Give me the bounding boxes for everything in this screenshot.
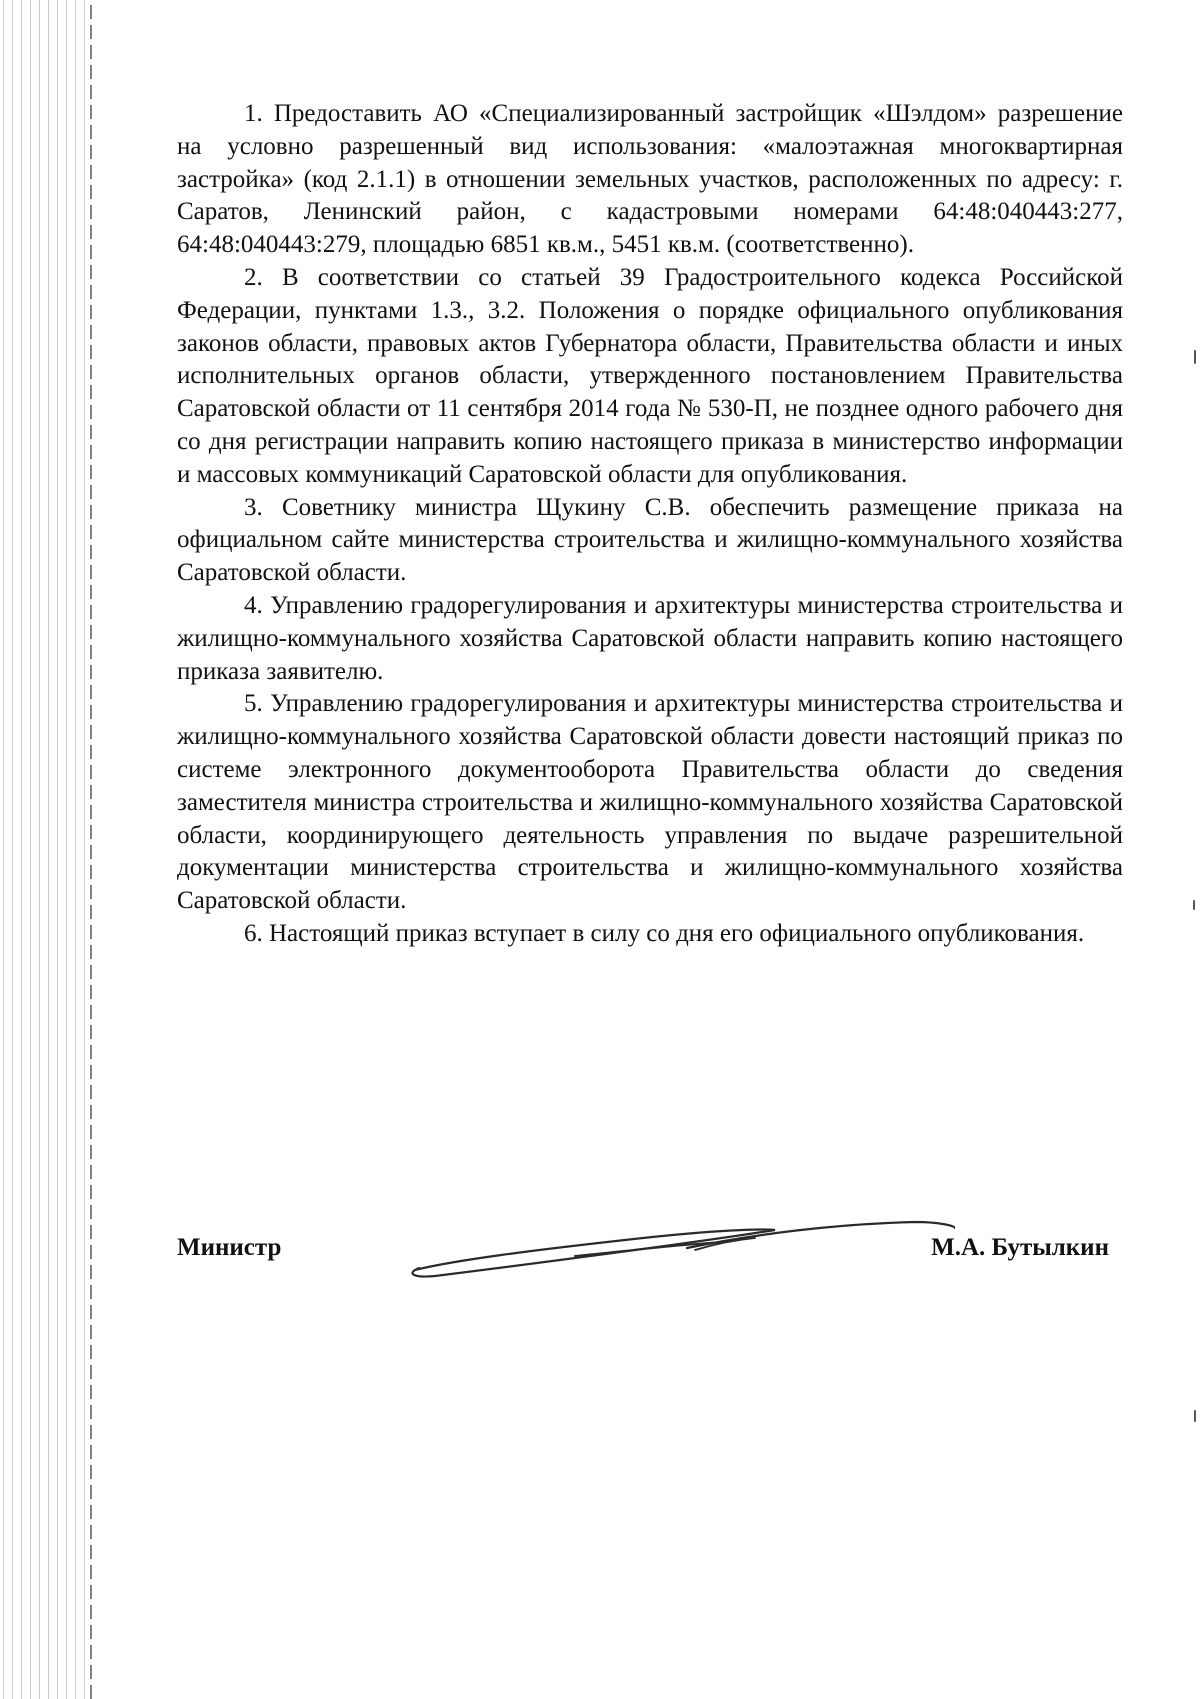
signatory-title: Министр	[177, 1234, 282, 1261]
document-body	[177, 98, 1123, 951]
signature-block	[177, 1222, 1109, 1282]
scan-speck	[1193, 900, 1195, 910]
signatory-name: М.А. Бутылкин	[931, 1234, 1109, 1261]
scan-speck	[1194, 350, 1196, 364]
scan-speck	[1194, 1410, 1196, 1422]
paragraph-2: 2. В соответствии со статьей 39 Градостроительного кодекса Российской Федерации, пунктами 1.3., 3.2. Положения о порядке официального опубликования законов области, правовых актов Губернатора области, Правительства области и иных исполнительных органов области, утвержденного постановлением Правительства Саратовской области от 11 сентября 2014 года № 530-П, не позднее одного рабочего дня со дня регистрации направить копию настоящего приказа в министерство информации и массовых коммуникаций Саратовской области для опубликования.	[177, 263, 1123, 488]
paragraph-1: 1. Предоставить АО «Специализированный застройщик «Шэлдом» разрешение на условно разрешенный вид использования: «малоэтажная многоквартирная застройка» (код 2.1.1) в отношении земельных участков, расположенных по адресу: г. Саратов, Ленинский район, с кадастровыми номерами 64:48:040443:277, 64:48:040443:279, площадью 6851 кв.м., 5451 кв.м. (соответственно).	[177, 100, 1123, 259]
paragraph-4: 4. Управлению градорегулирования и архитектуры министерства строительства и жилищно-коммунального хозяйства Саратовской области направить копию настоящего приказа заявителю.	[177, 591, 1123, 685]
scan-edge-artifact	[0, 0, 92, 1699]
paragraph-3: 3. Советнику министра Щукину С.В. обеспечить размещение приказа на официальном сайте министерства строительства и жилищно-коммунального хозяйства Саратовской области.	[177, 493, 1123, 587]
handwritten-signature	[395, 1198, 955, 1288]
paragraph-6: 6. Настоящий приказ вступает в силу со дня его официального опубликования.	[244, 919, 1085, 947]
paragraph-5: 5. Управлению градорегулирования и архитектуры министерства строительства и жилищно-коммунального хозяйства Саратовской области довести настоящий приказ по системе электронного документооборота Правительства области до сведения заместителя министра строительства и жилищно-коммунального хозяйства Саратовской области, координирующего деятельность управления по выдаче разрешительной документации министерства строительства и жилищно-коммунального хозяйства Саратовской области.	[177, 690, 1123, 915]
